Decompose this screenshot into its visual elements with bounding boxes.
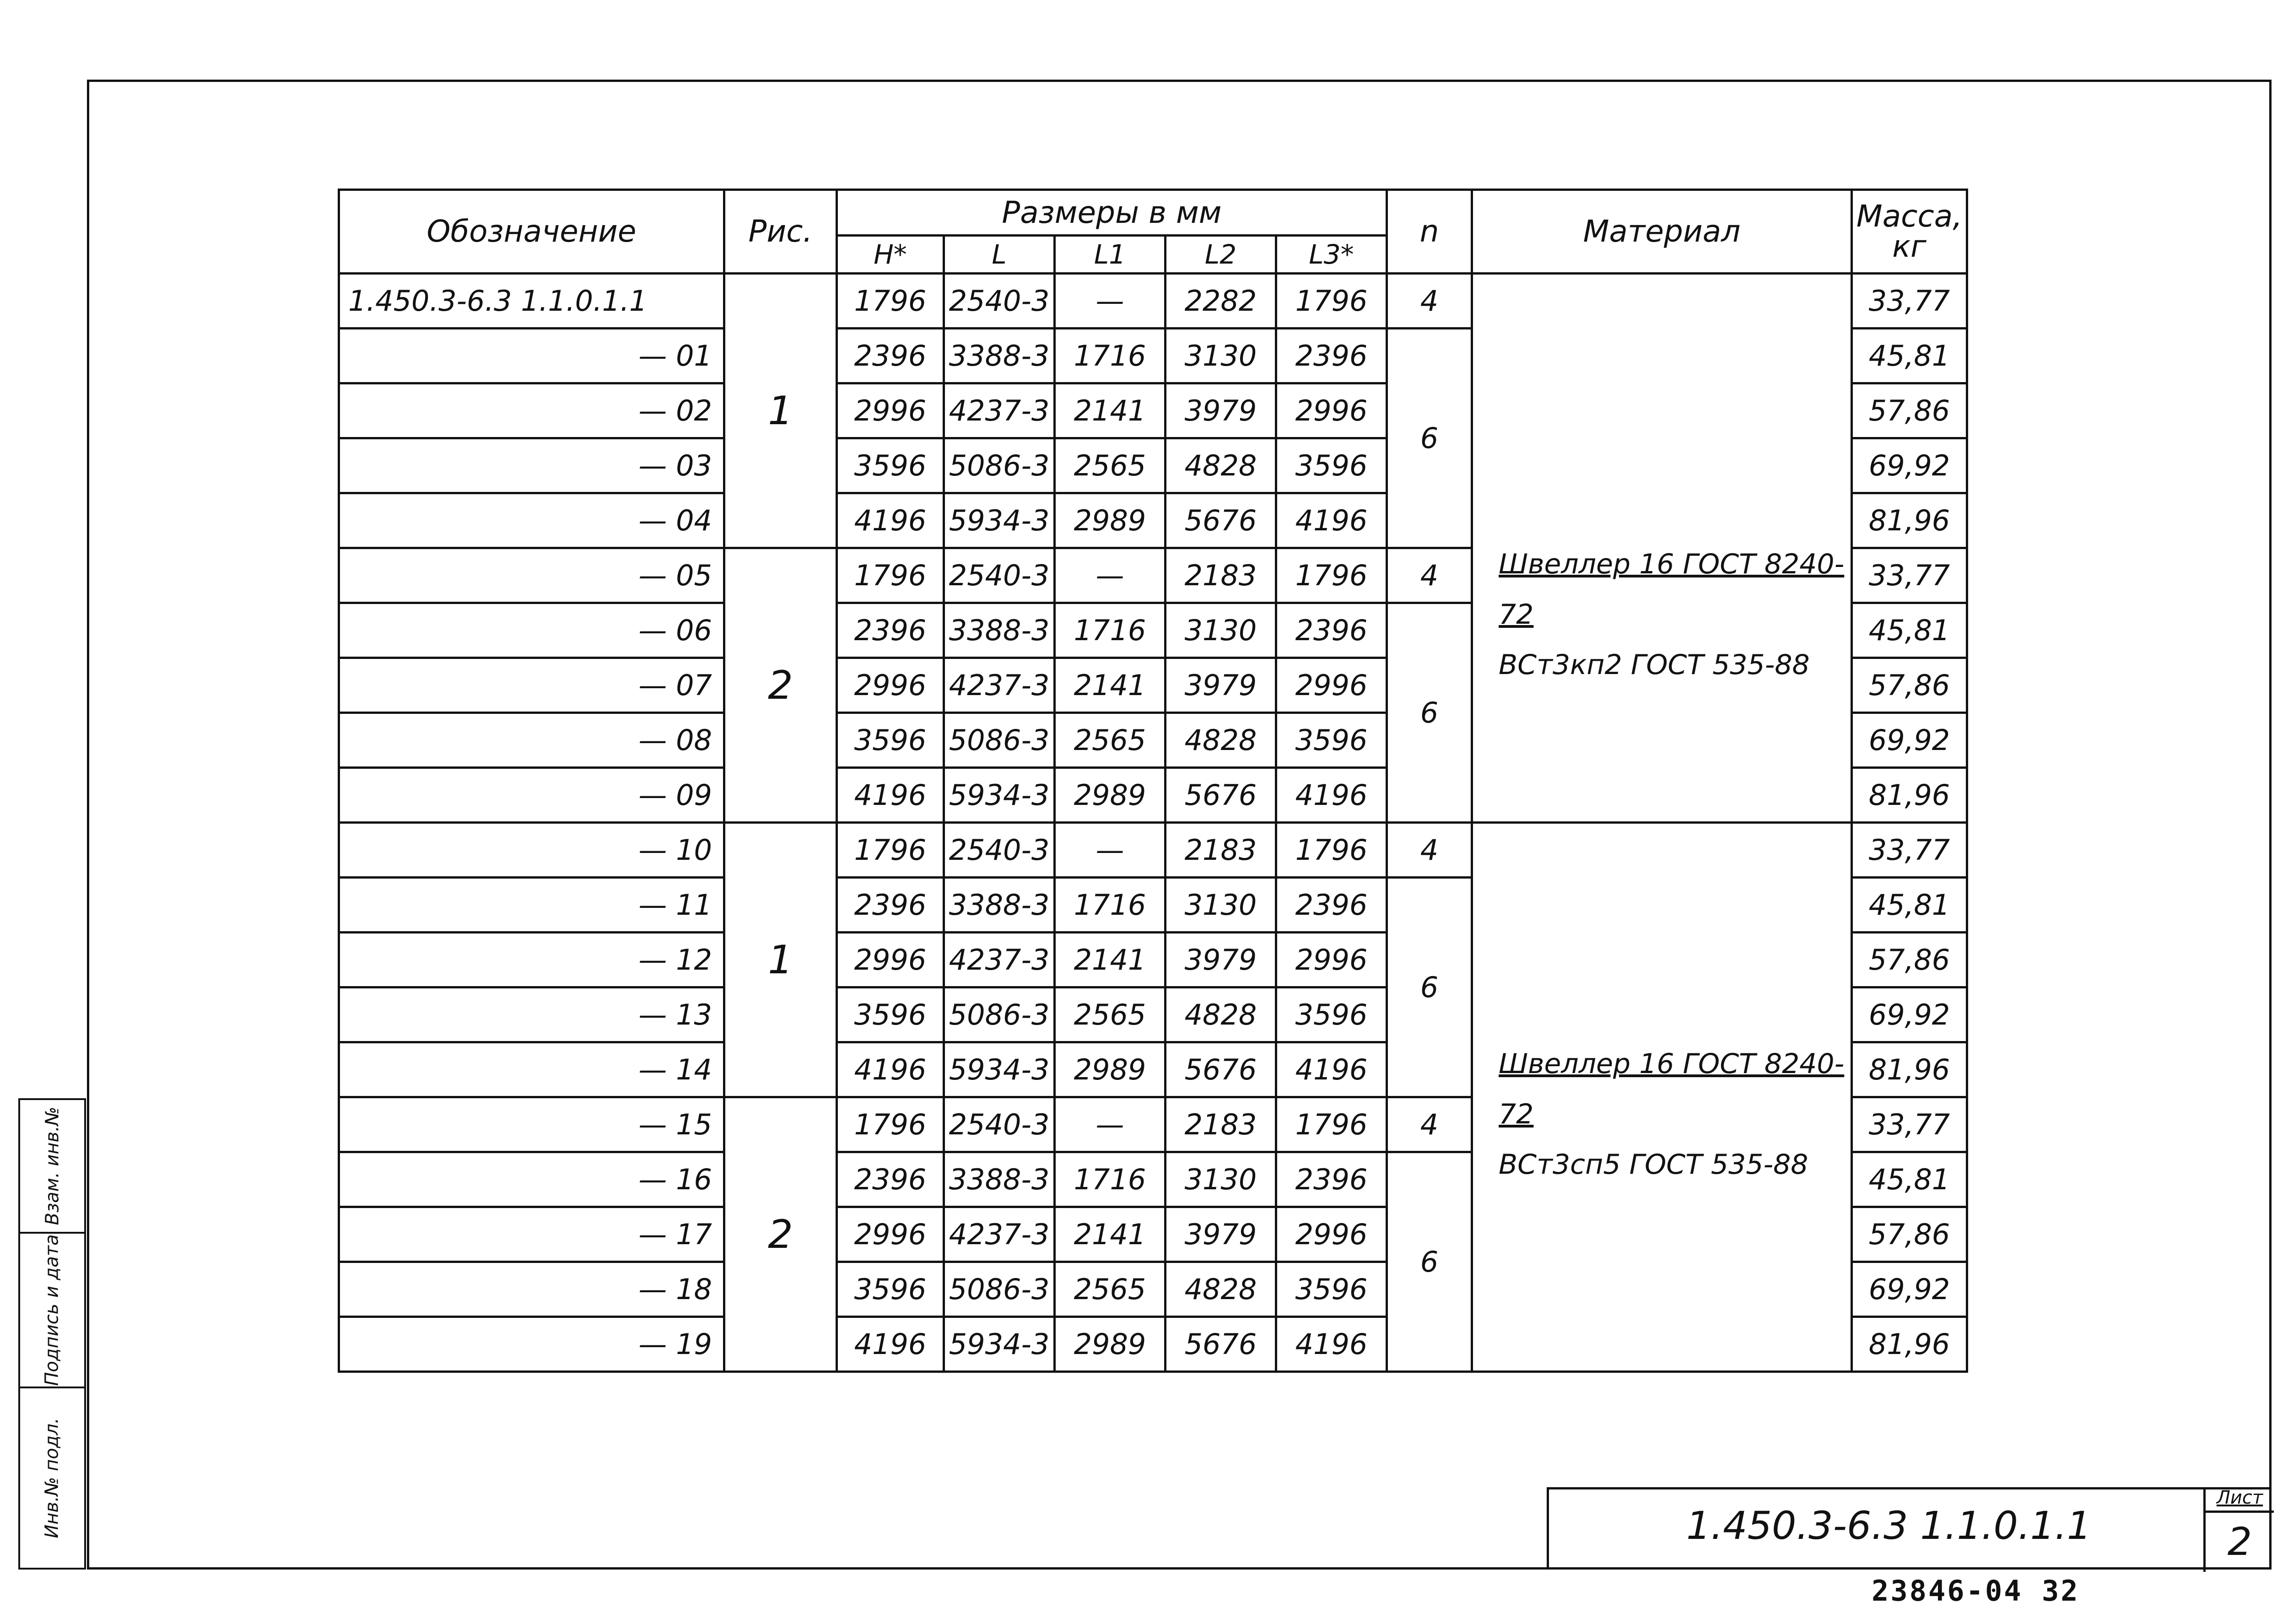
title-block bbox=[1547, 1487, 2272, 1570]
cell-l2: 5676 bbox=[1166, 768, 1276, 823]
cell-l1: 2565 bbox=[1055, 438, 1166, 493]
cell-designation: — 03 bbox=[339, 438, 724, 493]
margin-cell-inv bbox=[18, 1387, 86, 1570]
cell-l3: 2396 bbox=[1276, 603, 1387, 658]
sheet-number: 2 bbox=[2227, 1519, 2252, 1564]
cell-h: 4196 bbox=[837, 1317, 944, 1372]
cell-l2: 2183 bbox=[1166, 1097, 1276, 1152]
cell-l1: 2565 bbox=[1055, 713, 1166, 768]
cell-h: 2996 bbox=[837, 933, 944, 987]
cell-designation: — 07 bbox=[339, 658, 724, 713]
cell-l: 5934-3 bbox=[944, 493, 1055, 548]
cell-l: 2540-3 bbox=[944, 823, 1055, 878]
cell-l2: 3979 bbox=[1166, 658, 1276, 713]
cell-designation: — 19 bbox=[339, 1317, 724, 1372]
cell-n: 6 bbox=[1387, 329, 1472, 548]
cell-h: 2996 bbox=[837, 1207, 944, 1262]
cell-mass: 57,86 bbox=[1852, 933, 1967, 987]
cell-l3: 2396 bbox=[1276, 878, 1387, 933]
cell-mass: 57,86 bbox=[1852, 658, 1967, 713]
cell-designation: — 17 bbox=[339, 1207, 724, 1262]
cell-l: 5086-3 bbox=[944, 713, 1055, 768]
cell-mass: 81,96 bbox=[1852, 1317, 1967, 1372]
cell-h: 1796 bbox=[837, 274, 944, 329]
cell-h: 1796 bbox=[837, 548, 944, 603]
cell-figure: 2 bbox=[724, 548, 837, 823]
cell-l: 4237-3 bbox=[944, 383, 1055, 438]
header-material: Материал bbox=[1472, 190, 1852, 274]
cell-l: 5086-3 bbox=[944, 438, 1055, 493]
cell-l1: 1716 bbox=[1055, 878, 1166, 933]
table-row bbox=[339, 823, 1967, 878]
margin-stamp bbox=[18, 1098, 86, 1570]
cell-l2: 2183 bbox=[1166, 823, 1276, 878]
cell-l: 5086-3 bbox=[944, 987, 1055, 1042]
cell-l1: 2989 bbox=[1055, 768, 1166, 823]
cell-mass: 45,81 bbox=[1852, 329, 1967, 383]
cell-l1: — bbox=[1055, 274, 1166, 329]
cell-h: 3596 bbox=[837, 438, 944, 493]
cell-l3: 2996 bbox=[1276, 383, 1387, 438]
cell-mass: 45,81 bbox=[1852, 1152, 1967, 1207]
cell-l3: 3596 bbox=[1276, 987, 1387, 1042]
cell-h: 3596 bbox=[837, 713, 944, 768]
cell-l2: 4828 bbox=[1166, 987, 1276, 1042]
sheet-label: Лист bbox=[2206, 1487, 2274, 1513]
cell-designation: — 18 bbox=[339, 1262, 724, 1317]
cell-h: 3596 bbox=[837, 1262, 944, 1317]
cell-h: 2996 bbox=[837, 383, 944, 438]
cell-designation: — 13 bbox=[339, 987, 724, 1042]
cell-l2: 3979 bbox=[1166, 383, 1276, 438]
cell-n: 4 bbox=[1387, 274, 1472, 329]
cell-l3: 4196 bbox=[1276, 1042, 1387, 1097]
cell-l2: 4828 bbox=[1166, 438, 1276, 493]
cell-l3: 3596 bbox=[1276, 1262, 1387, 1317]
cell-designation: — 11 bbox=[339, 878, 724, 933]
cell-l3: 2396 bbox=[1276, 329, 1387, 383]
cell-mass: 69,92 bbox=[1852, 713, 1967, 768]
archive-number: 23846-04 32 bbox=[1872, 1574, 2080, 1608]
cell-designation: — 01 bbox=[339, 329, 724, 383]
cell-l1: 2141 bbox=[1055, 383, 1166, 438]
cell-l2: 2183 bbox=[1166, 548, 1276, 603]
cell-l2: 3979 bbox=[1166, 933, 1276, 987]
cell-n: 6 bbox=[1387, 878, 1472, 1097]
header-figure: Рис. bbox=[724, 190, 837, 274]
header-l: L bbox=[944, 236, 1055, 274]
cell-l1: 2989 bbox=[1055, 493, 1166, 548]
cell-designation: — 14 bbox=[339, 1042, 724, 1097]
cell-l: 4237-3 bbox=[944, 1207, 1055, 1262]
cell-designation: — 09 bbox=[339, 768, 724, 823]
table-row bbox=[339, 274, 1967, 329]
header-dimensions: Размеры в мм bbox=[837, 190, 1387, 236]
header-mass: Масса, кг bbox=[1852, 190, 1967, 274]
cell-l3: 2996 bbox=[1276, 658, 1387, 713]
cell-n: 6 bbox=[1387, 1152, 1472, 1372]
cell-l1: 1716 bbox=[1055, 329, 1166, 383]
cell-l2: 5676 bbox=[1166, 1042, 1276, 1097]
material-profile: Швеллер 16 ГОСТ 8240-72 bbox=[1499, 548, 1845, 631]
cell-l3: 2396 bbox=[1276, 1152, 1387, 1207]
cell-n: 6 bbox=[1387, 603, 1472, 823]
cell-l2: 5676 bbox=[1166, 1317, 1276, 1372]
cell-mass: 69,92 bbox=[1852, 438, 1967, 493]
cell-l1: 2141 bbox=[1055, 933, 1166, 987]
cell-h: 3596 bbox=[837, 987, 944, 1042]
cell-l: 2540-3 bbox=[944, 548, 1055, 603]
cell-mass: 33,77 bbox=[1852, 548, 1967, 603]
cell-l: 2540-3 bbox=[944, 274, 1055, 329]
cell-l3: 1796 bbox=[1276, 823, 1387, 878]
cell-l3: 2996 bbox=[1276, 1207, 1387, 1262]
cell-l2: 3130 bbox=[1166, 1152, 1276, 1207]
material-block bbox=[1499, 824, 1851, 1190]
cell-l1: 1716 bbox=[1055, 1152, 1166, 1207]
cell-l1: 2141 bbox=[1055, 1207, 1166, 1262]
material-steel: ВСт3кп2 ГОСТ 535-88 bbox=[1499, 649, 1810, 681]
cell-material bbox=[1472, 274, 1852, 823]
cell-h: 2396 bbox=[837, 329, 944, 383]
cell-designation: — 15 bbox=[339, 1097, 724, 1152]
cell-l: 5934-3 bbox=[944, 1042, 1055, 1097]
cell-l1: 1716 bbox=[1055, 603, 1166, 658]
cell-l: 2540-3 bbox=[944, 1097, 1055, 1152]
material-block bbox=[1499, 275, 1851, 690]
cell-designation: — 02 bbox=[339, 383, 724, 438]
cell-l3: 4196 bbox=[1276, 1317, 1387, 1372]
cell-mass: 45,81 bbox=[1852, 878, 1967, 933]
cell-l: 5934-3 bbox=[944, 768, 1055, 823]
margin-label-signature: Подпись и дата bbox=[42, 1234, 63, 1386]
cell-h: 2396 bbox=[837, 1152, 944, 1207]
cell-l2: 4828 bbox=[1166, 1262, 1276, 1317]
cell-l3: 1796 bbox=[1276, 548, 1387, 603]
cell-designation: — 04 bbox=[339, 493, 724, 548]
cell-l1: — bbox=[1055, 823, 1166, 878]
cell-designation: — 10 bbox=[339, 823, 724, 878]
cell-mass: 81,96 bbox=[1852, 768, 1967, 823]
cell-designation: — 06 bbox=[339, 603, 724, 658]
margin-cell-replace bbox=[18, 1098, 86, 1234]
cell-l1: — bbox=[1055, 1097, 1166, 1152]
cell-mass: 33,77 bbox=[1852, 1097, 1967, 1152]
cell-l1: 2565 bbox=[1055, 1262, 1166, 1317]
cell-l1: 2141 bbox=[1055, 658, 1166, 713]
cell-mass: 33,77 bbox=[1852, 274, 1967, 329]
header-l1: L1 bbox=[1055, 236, 1166, 274]
cell-designation: — 16 bbox=[339, 1152, 724, 1207]
header-designation: Обозначение bbox=[339, 190, 724, 274]
cell-l1: — bbox=[1055, 548, 1166, 603]
cell-h: 2996 bbox=[837, 658, 944, 713]
cell-l: 4237-3 bbox=[944, 933, 1055, 987]
cell-h: 4196 bbox=[837, 493, 944, 548]
cell-figure: 2 bbox=[724, 1097, 837, 1372]
sheet-box bbox=[2203, 1487, 2274, 1572]
material-profile: Швеллер 16 ГОСТ 8240-72 bbox=[1499, 1048, 1845, 1130]
cell-n: 4 bbox=[1387, 823, 1472, 878]
cell-l: 3388-3 bbox=[944, 329, 1055, 383]
margin-label-replace: Взам. инв.№ bbox=[42, 1106, 63, 1225]
cell-mass: 81,96 bbox=[1852, 493, 1967, 548]
cell-l: 4237-3 bbox=[944, 658, 1055, 713]
cell-h: 4196 bbox=[837, 768, 944, 823]
header-h: H* bbox=[837, 236, 944, 274]
cell-l2: 3130 bbox=[1166, 329, 1276, 383]
specification-table bbox=[338, 189, 1968, 1373]
cell-l3: 4196 bbox=[1276, 493, 1387, 548]
cell-l2: 3130 bbox=[1166, 878, 1276, 933]
cell-l: 3388-3 bbox=[944, 878, 1055, 933]
cell-l2: 5676 bbox=[1166, 493, 1276, 548]
cell-designation: — 08 bbox=[339, 713, 724, 768]
cell-mass: 57,86 bbox=[1852, 1207, 1967, 1262]
cell-l1: 2989 bbox=[1055, 1042, 1166, 1097]
cell-l3: 3596 bbox=[1276, 438, 1387, 493]
cell-figure: 1 bbox=[724, 274, 837, 548]
cell-mass: 45,81 bbox=[1852, 603, 1967, 658]
cell-designation: — 05 bbox=[339, 548, 724, 603]
cell-figure: 1 bbox=[724, 823, 837, 1097]
cell-l2: 2282 bbox=[1166, 274, 1276, 329]
header-l3: L3* bbox=[1276, 236, 1387, 274]
cell-designation: 1.450.3-6.3 1.1.0.1.1 bbox=[339, 274, 724, 329]
cell-l: 5934-3 bbox=[944, 1317, 1055, 1372]
margin-cell-signature bbox=[18, 1232, 86, 1388]
cell-l2: 4828 bbox=[1166, 713, 1276, 768]
cell-h: 1796 bbox=[837, 1097, 944, 1152]
cell-h: 2396 bbox=[837, 603, 944, 658]
cell-l3: 2996 bbox=[1276, 933, 1387, 987]
cell-mass: 69,92 bbox=[1852, 987, 1967, 1042]
cell-n: 4 bbox=[1387, 1097, 1472, 1152]
cell-n: 4 bbox=[1387, 548, 1472, 603]
cell-l: 3388-3 bbox=[944, 1152, 1055, 1207]
cell-h: 2396 bbox=[837, 878, 944, 933]
cell-h: 4196 bbox=[837, 1042, 944, 1097]
cell-mass: 33,77 bbox=[1852, 823, 1967, 878]
cell-l3: 1796 bbox=[1276, 274, 1387, 329]
cell-l3: 1796 bbox=[1276, 1097, 1387, 1152]
cell-mass: 81,96 bbox=[1852, 1042, 1967, 1097]
margin-label-inv: Инв.№ подл. bbox=[42, 1418, 63, 1538]
cell-designation: — 12 bbox=[339, 933, 724, 987]
cell-l3: 3596 bbox=[1276, 713, 1387, 768]
cell-l1: 2989 bbox=[1055, 1317, 1166, 1372]
cell-mass: 57,86 bbox=[1852, 383, 1967, 438]
document-code: 1.450.3-6.3 1.1.0.1.1 bbox=[1686, 1503, 2092, 1548]
header-n: n bbox=[1387, 190, 1472, 274]
cell-l1: 2565 bbox=[1055, 987, 1166, 1042]
material-steel: ВСт3сп5 ГОСТ 535-88 bbox=[1499, 1149, 1808, 1181]
cell-mass: 69,92 bbox=[1852, 1262, 1967, 1317]
cell-l: 5086-3 bbox=[944, 1262, 1055, 1317]
cell-h: 1796 bbox=[837, 823, 944, 878]
cell-l2: 3130 bbox=[1166, 603, 1276, 658]
cell-material bbox=[1472, 823, 1852, 1372]
cell-l2: 3979 bbox=[1166, 1207, 1276, 1262]
cell-l3: 4196 bbox=[1276, 768, 1387, 823]
header-l2: L2 bbox=[1166, 236, 1276, 274]
cell-l: 3388-3 bbox=[944, 603, 1055, 658]
